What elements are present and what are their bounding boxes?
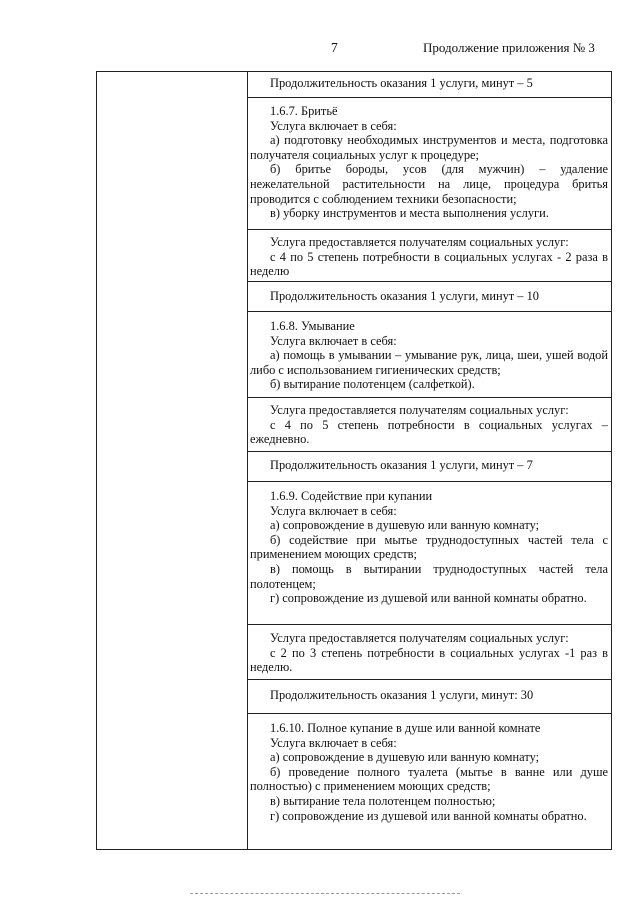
recipients-row	[250, 631, 608, 675]
duration-text: Продолжительность оказания 1 услуги, минут – 7	[270, 458, 533, 472]
service-item: г) сопровождение из душевой или ванной комнаты обратно.	[270, 808, 587, 823]
recipients-intro: Услуга предоставляется получателям социальных услуг:	[270, 631, 569, 645]
service-item: а) сопровождение в душевую или ванную комнату;	[270, 750, 540, 765]
duration-row	[250, 458, 608, 473]
recipients-row	[250, 235, 608, 279]
service-item: б) проведение полного туалета (мытье в ванне или душе полностью) с применением моющих средств;	[250, 764, 608, 794]
service-description-bathing-help	[250, 489, 608, 606]
row-divider	[247, 97, 612, 98]
duration-text: Продолжительность оказания 1 услуги, минут – 5	[270, 76, 533, 90]
service-intro: Услуга включает в себя:	[270, 503, 397, 518]
services-table	[96, 71, 612, 850]
duration-row	[250, 289, 608, 304]
row-divider	[247, 229, 612, 230]
duration-row	[250, 76, 608, 91]
service-title: 1.6.9. Содействие при купании	[270, 489, 433, 503]
service-intro: Услуга включает в себя:	[270, 735, 397, 750]
service-item: а) сопровождение в душевую или ванную комнату;	[270, 518, 540, 533]
service-item: в) помощь в вытирании труднодоступных частей тела полотенцем;	[250, 561, 608, 591]
scan-artifact-line	[190, 893, 460, 894]
duration-text: Продолжительность оказания 1 услуги, минут: 30	[270, 688, 534, 702]
service-intro: Услуга включает в себя:	[270, 118, 397, 133]
service-description-shaving	[250, 104, 608, 221]
service-item: б) вытирание полотенцем (салфеткой).	[270, 377, 475, 392]
row-divider	[247, 451, 612, 452]
service-item: в) вытирание тела полотенцем полностью;	[270, 793, 496, 808]
service-item: б) содействие при мытье труднодоступных частей тела с применением моющих средств;	[250, 532, 608, 562]
page-number: 7	[331, 40, 338, 55]
service-intro: Услуга включает в себя:	[270, 333, 397, 348]
table-border-bottom	[96, 849, 612, 850]
row-divider	[247, 713, 612, 714]
row-divider	[247, 481, 612, 482]
table-border-top	[96, 71, 612, 72]
service-item: а) помощь в умывании – умывание рук, лица, шеи, ушей водой либо с использованием гигиенических средств;	[250, 348, 608, 377]
row-divider	[247, 397, 612, 398]
recipients-row	[250, 403, 608, 447]
recipients-intro: Услуга предоставляется получателям социальных услуг:	[270, 235, 569, 249]
duration-text: Продолжительность оказания 1 услуги, минут – 10	[270, 289, 539, 303]
duration-row	[250, 688, 608, 703]
recipients-intro: Услуга предоставляется получателям социальных услуг:	[270, 403, 569, 417]
table-border-left	[96, 71, 97, 850]
service-description-washing	[250, 319, 608, 392]
row-divider	[247, 311, 612, 312]
recipients-frequency: с 2 по 3 степень потребности в социальных услугах -1 раз в неделю.	[250, 645, 608, 675]
service-title: 1.6.10. Полное купание в душе или ванной комнате	[270, 721, 541, 735]
service-item: в) уборку инструментов и места выполнения услуги.	[270, 206, 549, 221]
recipients-frequency: с 4 по 5 степень потребности в социальных услугах - 2 раза в неделю	[250, 249, 608, 279]
table-border-right	[611, 71, 612, 850]
row-divider	[247, 679, 612, 680]
service-item: б) бритье бороды, усов (для мужчин) – удаление нежелательной растительности на лице, процедура бритья проводится с соблюдением техники безопасности;	[250, 162, 608, 206]
service-title: 1.6.8. Умывание	[270, 319, 355, 333]
appendix-continuation-label: Продолжение приложения № 3	[423, 40, 595, 55]
service-item: г) сопровождение из душевой или ванной комнаты обратно.	[270, 591, 587, 606]
recipients-frequency: с 4 по 5 степень потребности в социальных услугах – ежедневно.	[250, 417, 608, 447]
table-column-divider	[247, 71, 248, 850]
service-title: 1.6.7. Бритьё	[270, 104, 338, 118]
row-divider	[247, 281, 612, 282]
service-description-full-bathing	[250, 721, 608, 823]
row-divider	[247, 624, 612, 625]
service-item: а) подготовку необходимых инструментов и места, подготовка получателя социальных услуг к процедуре;	[250, 133, 608, 162]
